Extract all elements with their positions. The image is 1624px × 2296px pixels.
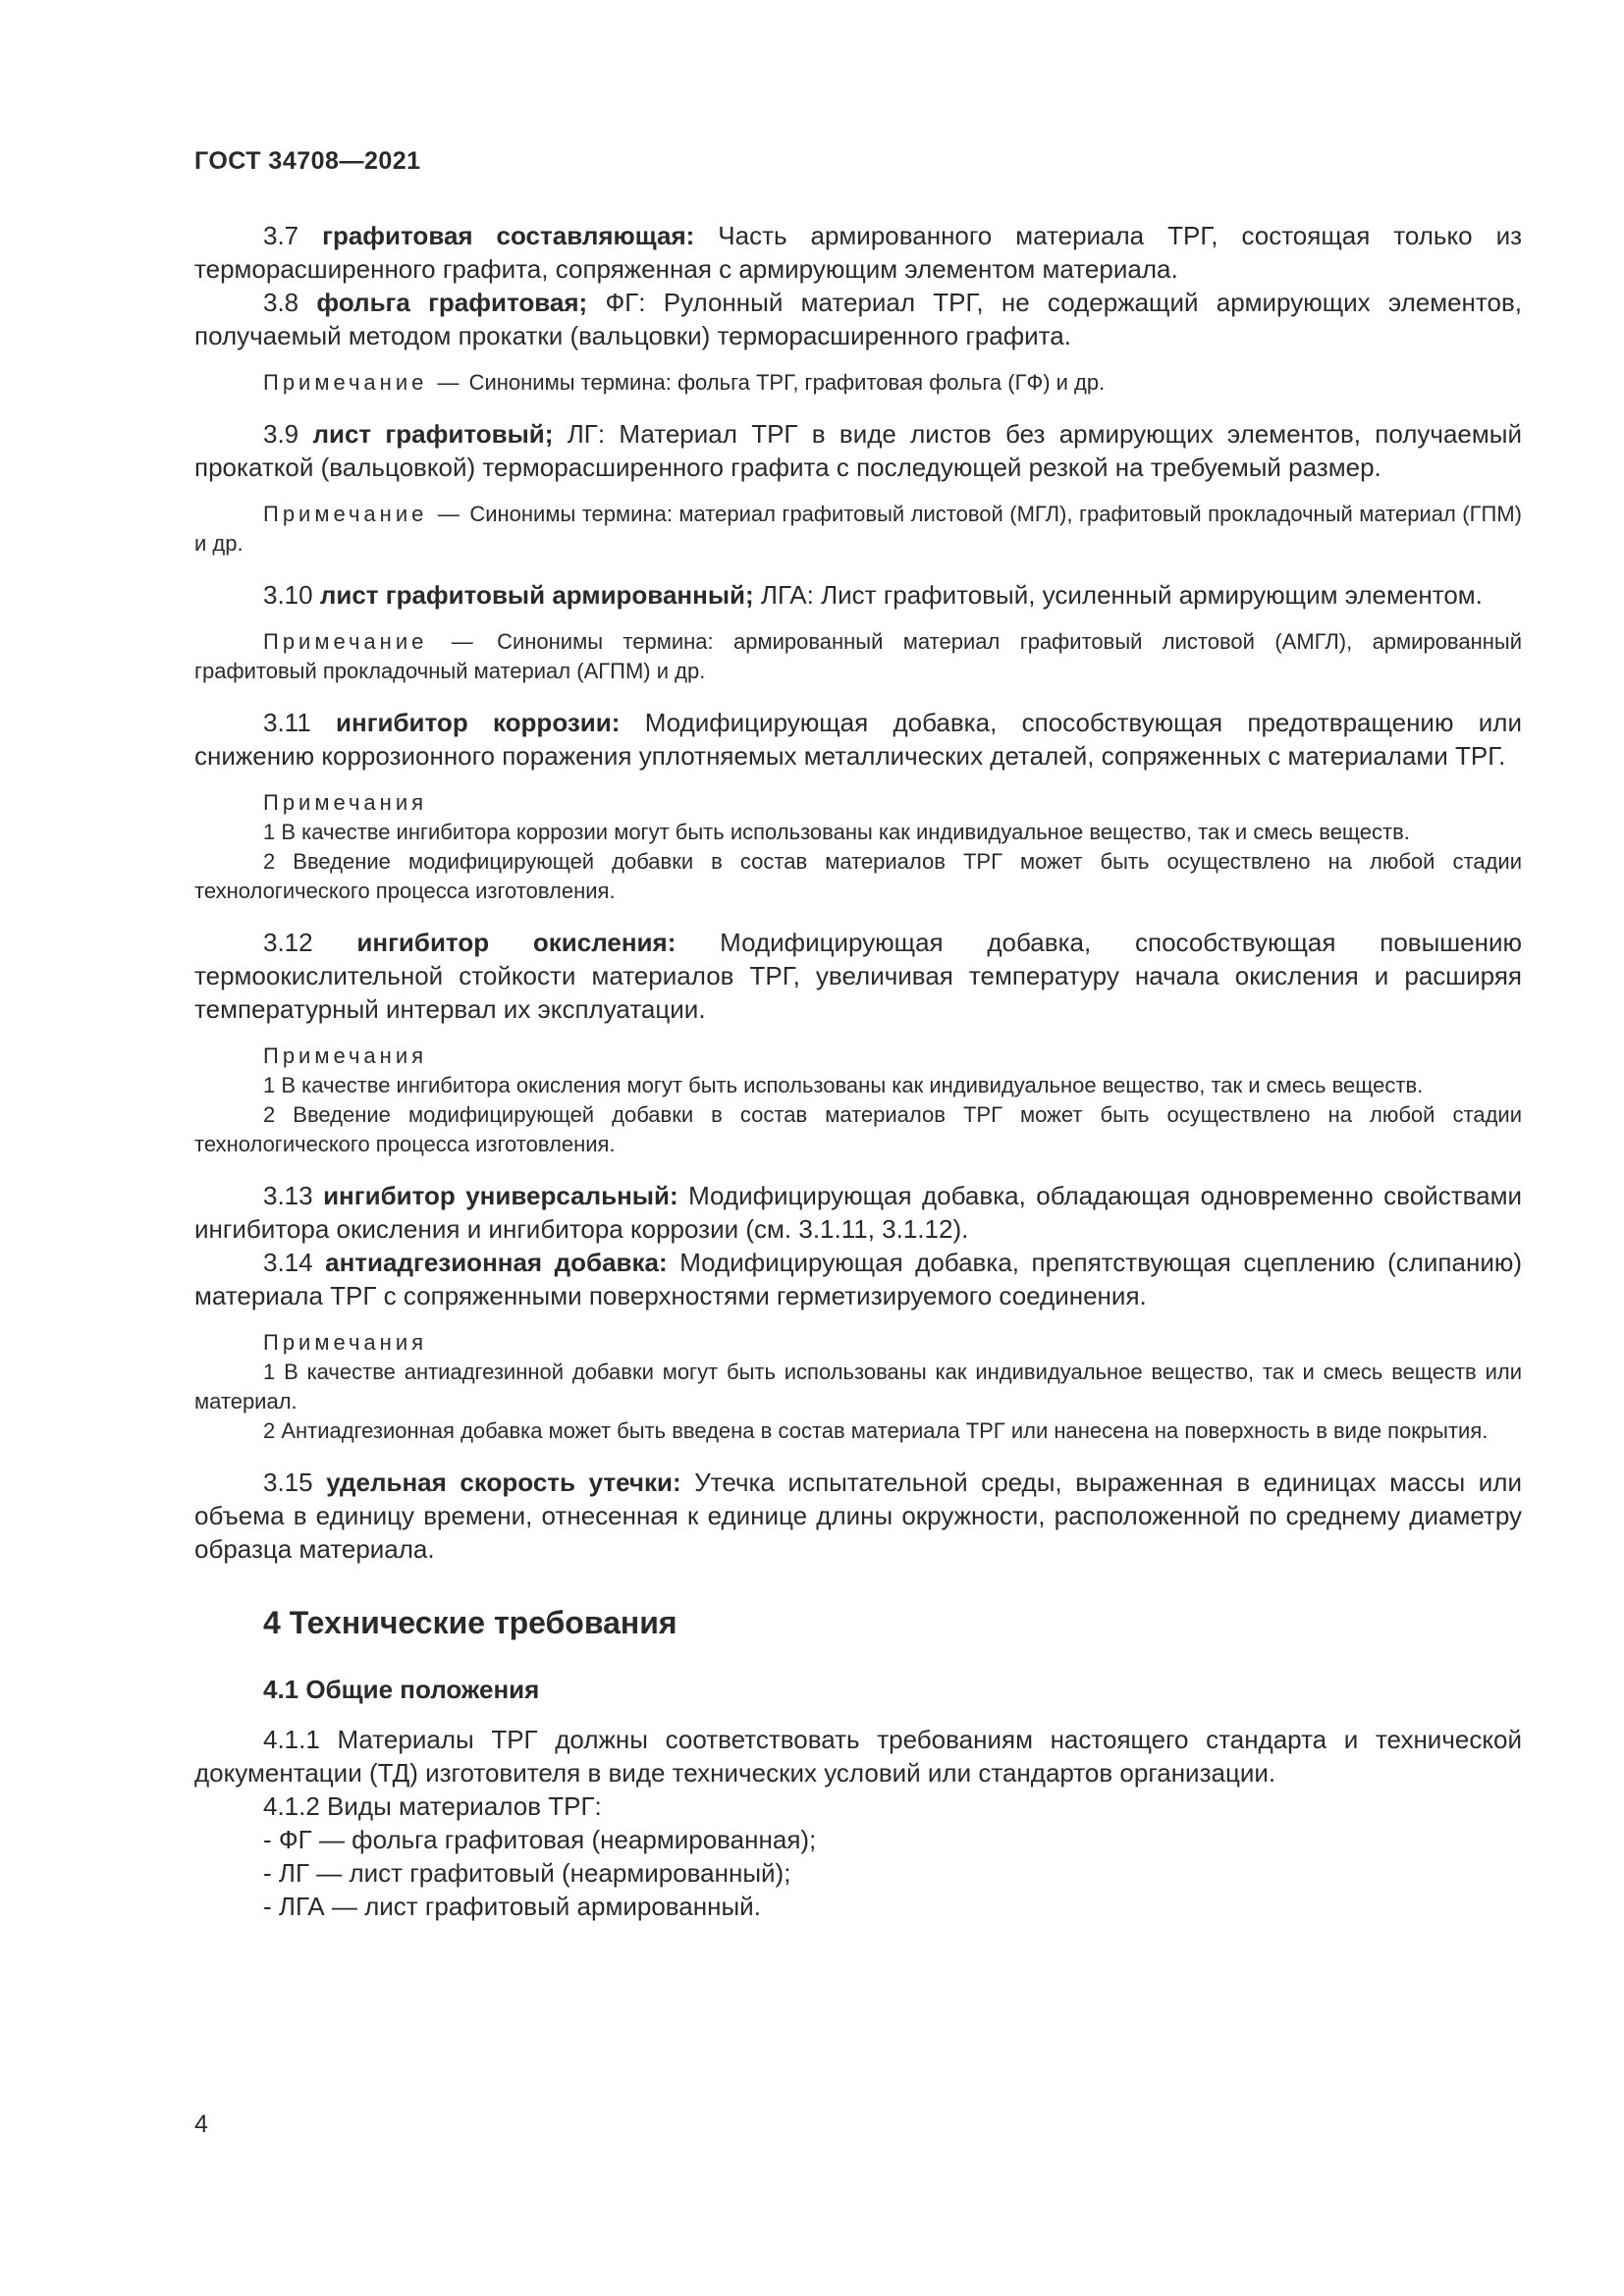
term-3-7: 3.7 графитовая составляющая: Часть армированного материала ТРГ, состоящая только из терморасширенного графита, сопряженная с армирующим элементом материала. (194, 221, 1523, 284)
page-content (194, 147, 1522, 1923)
paragraph-4-1-1: 4.1.1 Материалы ТРГ должны соответствовать требованиям настоящего стандарта и технической документации (ТД) изготовителя в виде технических условий или стандартов организации. (194, 1725, 1522, 1788)
notes-3-14: Примечания 1 В качестве антиадгезинной добавки могут быть использованы как индивидуальное вещество, так и смесь веществ или материал. 2 Антиадгезионная добавка может быть введена в состав материала ТРГ или нанесена на поверхность в виде покрытия. (194, 1330, 1522, 1443)
term-3-9: 3.9 лист графитовый; ЛГ: Материал ТРГ в виде листов без армирующих элементов, получаемый прокаткой (вальцовкой) терморасширенного графита с последующей резкой на требуемый размер. (194, 419, 1522, 482)
term-3-10: 3.10 лист графитовый армированный; ЛГА: Лист графитовый, усиленный армирующим элементом. (263, 580, 1483, 610)
note-3-9: Примечание — Синонимы термина: материал графитовый листовой (МГЛ), графитовый прокладочный материал (ГПМ) и др. (194, 502, 1522, 556)
term-3-12: 3.12 ингибитор окисления: Модифицирующая добавка, способствующая повышению термоокислительной стойкости материалов ТРГ, увеличивая температуру начала окисления и расширяя температурный интервал их эксплуатации. (194, 928, 1522, 1024)
term-3-15: 3.15 удельная скорость утечки: Утечка испытательной среды, выраженная в единицах массы или объема в единицу времени, отнесенная к единице длины окружности, расположенной по среднему диаметру образца материала. (194, 1468, 1522, 1564)
note-3-8: Примечание — Синонимы термина: фольга ТРГ, графитовая фольга (ГФ) и др. (263, 370, 1106, 395)
paragraph-4-1-2: 4.1.2 Виды материалов ТРГ: (263, 1791, 602, 1821)
document-header: ГОСТ 34708—2021 (194, 147, 421, 175)
term-3-14: 3.14 антиадгезионная добавка: Модифицирующая добавка, препятствующая сцеплению (слипанию) материала ТРГ с сопряженными поверхностями герметизируемого соединения. (194, 1248, 1522, 1310)
term-3-8: 3.8 фольга графитовая; ФГ: Рулонный материал ТРГ, не содержащий армирующих элементов, получаемый методом прокатки (вальцовки) терморасширенного графита. (194, 288, 1523, 350)
note-3-10: Примечание — Синонимы термина: армированный материал графитовый листовой (АМГЛ), армированный графитовый прокладочный материал (АГПМ) и др. (194, 629, 1523, 683)
term-3-13: 3.13 ингибитор универсальный: Модифицирующая добавка, обладающая одновременно свойствами ингибитора окисления и ингибитора коррозии (см. 3.1.11, 3.1.12). (194, 1181, 1522, 1244)
list-item: - ЛГА — лист графитовый армированный. (263, 1892, 761, 1921)
list-item: - ФГ — фольга графитовая (неармированная); (263, 1825, 817, 1854)
section-heading: 4 Технические требования (263, 1605, 677, 1640)
subsection-heading: 4.1 Общие положения (263, 1675, 540, 1704)
term-3-11: 3.11 ингибитор коррозии: Модифицирующая добавка, способствующая предотвращению или снижению коррозионного поражения уплотняемых металлических деталей, сопряженных с материалами ТРГ. (194, 708, 1522, 771)
notes-3-12: Примечания 1 В качестве ингибитора окисления могут быть использованы как индивидуальное вещество, так и смесь веществ. 2 Введение модифицирующей добавки в состав материалов ТРГ может быть осуществлено на любой стадии технологического процесса изготовления. (194, 1043, 1522, 1156)
list-item: - ЛГ — лист графитовый (неармированный); (263, 1858, 791, 1888)
page-number: 4 (194, 2110, 208, 2138)
notes-3-11: Примечания 1 В качестве ингибитора коррозии могут быть использованы как индивидуальное вещество, так и смесь веществ. 2 Введение модифицирующей добавки в состав материалов ТРГ может быть осуществлено на любой стадии технологического процесса изготовления. (194, 790, 1522, 903)
